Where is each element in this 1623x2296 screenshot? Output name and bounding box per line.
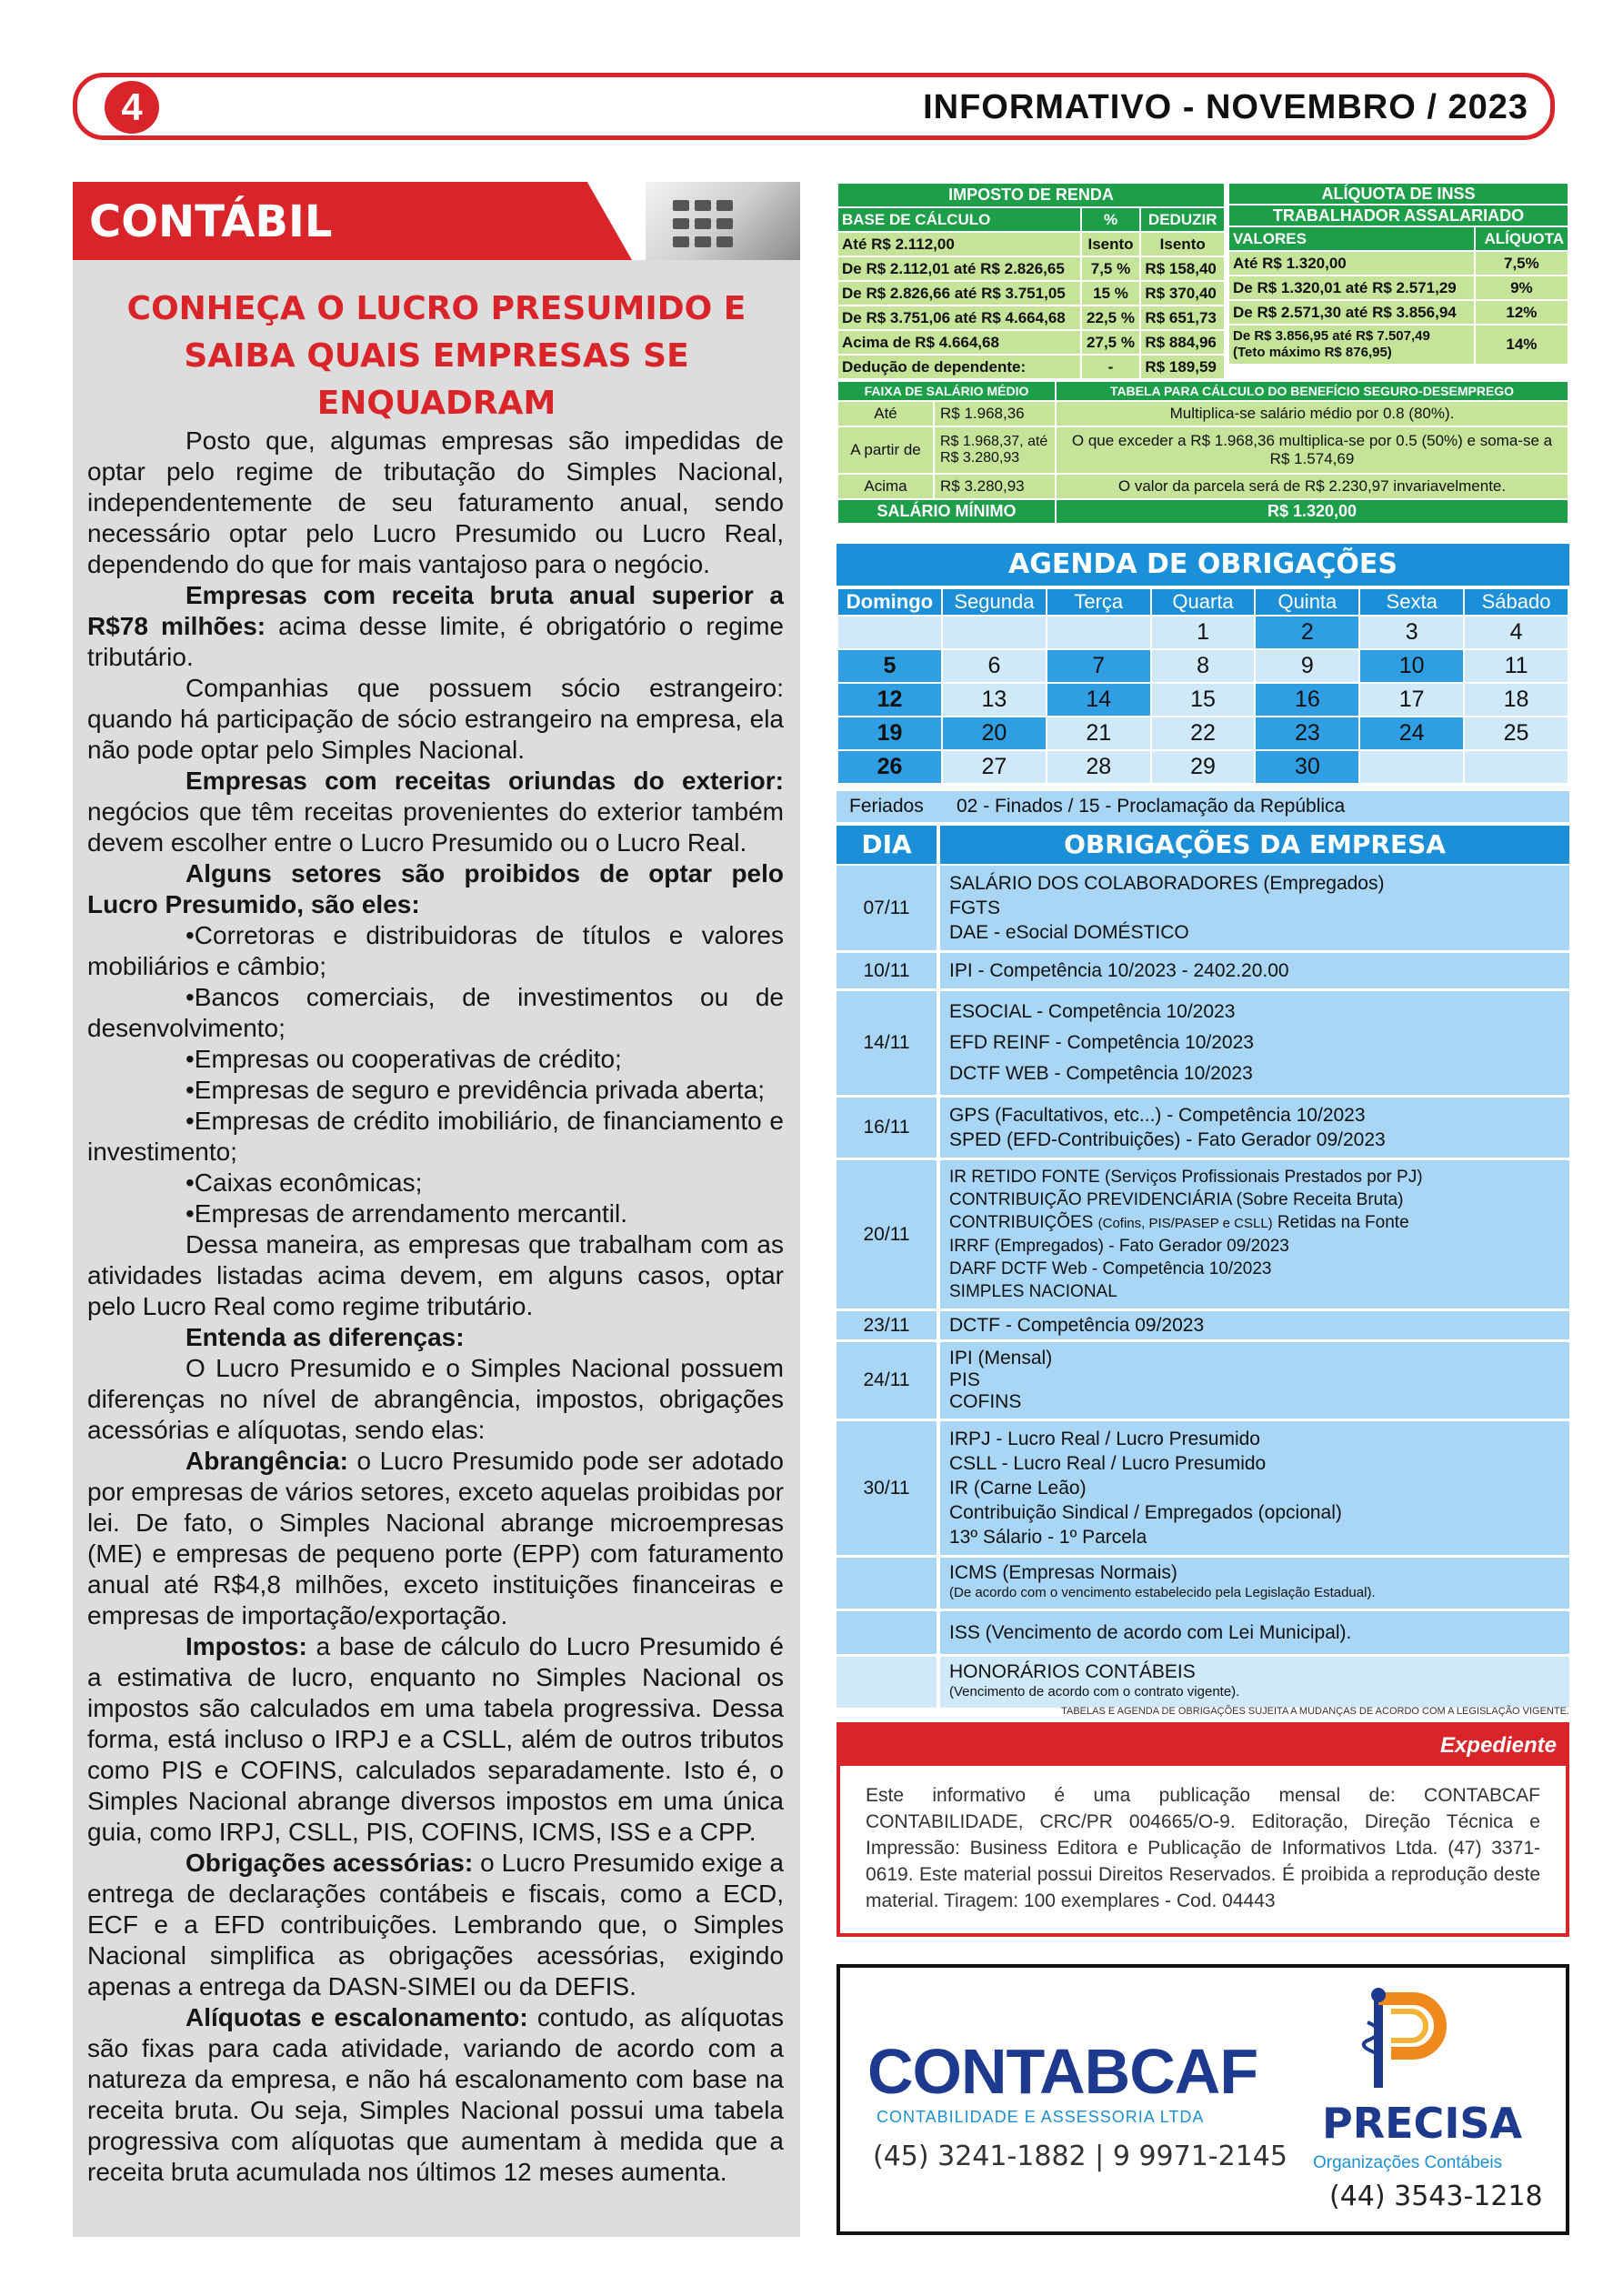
obligation-row: 14/11 ESOCIAL - Competência 10/2023 EFD REINF - Competência 10/2023 DCTF WEB - Competência 10/2023 [837,991,1569,1098]
obligation-day: 23/11 [837,1311,937,1339]
holidays-row [837,791,1569,822]
calendar-day: 26 [837,750,942,784]
precisa-logo-icon [1358,1986,1458,2095]
contabcaf-subtitle: CONTABILIDADE E ASSESSORIA LTDA [877,2108,1205,2126]
calendar-day: 19 [837,717,942,750]
list-item: •Empresas de arrendamento mercantil. [185,1199,628,1228]
table-row: A partir de R$ 1.968,37, até R$ 3.280,93 O que exceder a R$ 1.968,36 multiplica-se por 0.5 (50%) e soma-se a R$ 1.574,69 [837,426,1568,474]
paragraph: Impostos: a base de cálculo do Lucro Presumido é a estimativa de lucro, enquanto no Simples Nacional os impostos são calculados em uma tabela progressiva. Dessa forma, está incluso o IRPJ e a CSLL, além de outros tributos como PIS e COFINS, calculados separadamente. Isto é, o Simples Nacional abrange diversos impostos em uma única guia, como IRPJ, CSLL, PIS, COFINS, ICMS, ISS e a CPP. [87,1632,784,1846]
calendar-day: 27 [942,750,1047,784]
calendar-week [837,717,1568,750]
unemployment-table [837,380,1569,525]
newsletter-title: INFORMATIVO - NOVEMBRO / 2023 [923,88,1528,126]
obligation-row: ICMS (Empresas Normais) (De acordo com o vencimento estabelecido pela Legislação Estadual). [837,1558,1569,1611]
obligation-day: 14/11 [837,991,937,1095]
section-band [73,182,800,260]
precisa-logo: PRECISA [1322,2099,1523,2148]
calendar-day: 5 [837,649,942,683]
calculator-image [646,182,800,260]
calendar-day [1464,750,1568,784]
calendar-day: 9 [1255,649,1359,683]
obligation-row: HONORÁRIOS CONTÁBEIS (Vencimento de acordo com o contrato vigente). [837,1657,1569,1710]
calendar-day [837,616,942,649]
paragraph: Companhias que possuem sócio estrangeiro: quando há participação de sócio estrangeiro na empresa, ela não pode optar pelo Simples Nacional. [87,674,784,764]
holidays-label: Feriados [849,796,924,817]
calendar-day: 23 [1255,717,1359,750]
table-row: De R$ 2.826,66 até R$ 3.751,05 15 % R$ 370,40 [837,281,1225,306]
table-row: De R$ 3.751,06 até R$ 4.664,68 22,5 % R$ 651,73 [837,306,1225,330]
list-item: •Empresas de crédito imobiliário, de financiamento e investimento; [87,1107,784,1166]
table-row: De R$ 2.112,01 até R$ 2.826,65 7,5 % R$ 158,40 [837,256,1225,281]
calendar-day: 12 [837,683,942,717]
obligation-row: 10/11 IPI - Competência 10/2023 - 2402.20.00 [837,953,1569,991]
calendar-day: 18 [1464,683,1568,717]
paragraph: Obrigações acessórias: o Lucro Presumido exige a entrega de declarações contábeis e fiscais, como a ECD, ECF e a EFD contribuições. Lembrando que, o Simples Nacional simplifica as obrigações acessórias, exigindo apenas a entrega da DASN-SIMEI ou da DEFIS. [87,1849,784,2000]
calendar-day: 7 [1047,649,1151,683]
expediente-text: Este informativo é uma publicação mensal de: CONTABCAF CONTABILIDADE, CRC/PR 004665/O-9. Editoração, Direção Técnica e Impressão: Business Editora e Publicação de Informativos Ltda. (47) 3371-0619. Este material possui Direitos Reservados. É proibida a reprodução deste material. Tiragem: 100 exemplares - Cod. 04443 [866,1785,1540,1911]
calendar-day: 30 [1255,750,1359,784]
weekday-header: Segunda [942,588,1047,616]
calendar-day: 3 [1359,616,1464,649]
calendar-day [1359,750,1464,784]
table-title: ALÍQUOTA DE INSS [1228,183,1568,205]
obligation-row: 16/11 GPS (Facultativos, etc...) - Competência 10/2023 SPED (EFD-Contribuições) - Fato Gerador 09/2023 [837,1098,1569,1160]
expediente-bar [840,1726,1566,1766]
obligations-list [837,866,1569,1710]
expediente-box [837,1722,1569,1937]
obligations-column-header: OBRIGAÇÕES DA EMPRESA [940,826,1569,864]
calendar-day: 13 [942,683,1047,717]
column-header: FAIXA DE SALÁRIO MÉDIO [837,381,1056,401]
list-item: •Empresas ou cooperativas de crédito; [185,1045,622,1073]
min-wage-value: R$ 1.320,00 [1056,499,1568,524]
article-column [73,182,800,2237]
contabcaf-phone: (45) 3241-1882 | 9 9971-2145 [873,2141,1287,2172]
calendar-day: 29 [1151,750,1256,784]
list-item: •Corretoras e distribuidoras de títulos e valores mobiliários e câmbio; [87,921,784,980]
sponsor-box [837,1964,1569,2235]
calendar-day: 10 [1359,649,1464,683]
legal-note: TABELAS E AGENDA DE OBRIGAÇÕES SUJEITA A MUDANÇAS DE ACORDO COM A LEGISLAÇÃO VIGENTE. [1061,1706,1569,1717]
calendar-day: 25 [1464,717,1568,750]
paragraph: Dessa maneira, as empresas que trabalham com as atividades listadas acima devem, em alguns casos, optar pelo Lucro Real como regime tributário. [87,1230,784,1320]
obligation-row: 24/11 IPI (Mensal) PIS COFINS [837,1342,1569,1421]
table-row: Acima de R$ 4.664,68 27,5 % R$ 884,96 [837,330,1225,355]
agenda-title: AGENDA DE OBRIGAÇÕES [837,544,1569,586]
obligations-header [837,826,1569,864]
column-header: % [1081,207,1141,232]
calendar-day: 20 [942,717,1047,750]
calendar-week [837,616,1568,649]
min-wage-label: SALÁRIO MÍNIMO [837,499,1056,524]
table-row: Até R$ 1.968,36 Multiplica-se salário médio por 0.8 (80%). [837,401,1568,426]
calendar-day: 22 [1151,717,1256,750]
article-body [87,426,784,2188]
table-row: De R$ 3.856,95 até R$ 7.507,49 (Teto máximo R$ 876,95) 14% [1228,325,1568,365]
obligation-day: 30/11 [837,1421,937,1555]
weekday-header: Sábado [1464,588,1568,616]
calendar-day: 4 [1464,616,1568,649]
obligation-row: ISS (Vencimento de acordo com Lei Municipal). [837,1611,1569,1657]
article-title: CONHEÇA O LUCRO PRESUMIDO E SAIBA QUAIS EMPRESAS SE ENQUADRAM [126,290,746,422]
holidays-text: 02 - Finados / 15 - Proclamação da República [957,796,1346,817]
paragraph: Entenda as diferenças: [185,1323,465,1351]
calendar-week [837,683,1568,717]
calendar-day: 1 [1151,616,1256,649]
expediente-title: Expediente [1439,1733,1557,1758]
column-header: VALORES [1228,226,1475,251]
paragraph: O Lucro Presumido e o Simples Nacional possuem diferenças no nível de abrangência, impostos, obrigações acessórias e alíquotas, sendo elas: [87,1354,784,1444]
calendar-day: 24 [1359,717,1464,750]
obligation-day: 10/11 [837,953,937,988]
paragraph: Posto que, algumas empresas são impedidas de optar pelo regime de tributação do Simples Nacional, independentemente de seu faturamento anual, sendo necessário optar pelo Lucro Presumido ou Lucro Real, dependendo do que for mais vantajoso para o negócio. [87,426,784,578]
calendar-day: 11 [1464,649,1568,683]
calendar-week [837,750,1568,784]
inss-table [1227,182,1569,366]
calendar-day [942,616,1047,649]
calendar-day: 17 [1359,683,1464,717]
calendar-day: 6 [942,649,1047,683]
calendar-day [1047,616,1151,649]
paragraph: Alíquotas e escalonamento: contudo, as alíquotas são fixas para cada atividade, variando de acordo com a natureza da empresa, e não há escalonamento com base na receita bruta. Ou seja, Simples Nacional possui uma tabela progressiva com alíquotas que aumentam à medida que a receita bruta acumulada nos últimos 12 meses aumenta. [87,2003,784,2186]
weekday-header: Domingo [837,588,942,616]
paragraph: Alguns setores são proibidos de optar pelo Lucro Presumido, são eles: [87,859,784,918]
page-header [73,73,1555,140]
weekday-header: Quinta [1255,588,1359,616]
calendar-day: 16 [1255,683,1359,717]
table-row: Acima R$ 3.280,93 O valor da parcela será de R$ 2.230,97 invariavelmente. [837,474,1568,499]
obligation-row: 23/11 DCTF - Competência 09/2023 [837,1311,1569,1342]
column-header: ALÍQUOTA [1475,226,1568,251]
table-row: Até R$ 1.320,00 7,5% [1228,251,1568,276]
list-item: •Bancos comerciais, de investimentos ou de desenvolvimento; [87,983,784,1042]
weekday-header: Sexta [1359,588,1464,616]
weekday-header: Quarta [1151,588,1256,616]
page-number: 4 [105,81,159,134]
calendar-day: 21 [1047,717,1151,750]
calendar-week [837,649,1568,683]
weekday-header: Terça [1047,588,1151,616]
obligation-day: 24/11 [837,1342,937,1419]
precisa-phone: (44) 3543-1218 [1329,2181,1543,2212]
obligation-row: 07/11 SALÁRIO DOS COLABORADORES (Empregados) FGTS DAE - eSocial DOMÉSTICO [837,866,1569,953]
column-header: BASE DE CÁLCULO [837,207,1081,232]
table-subtitle: TRABALHADOR ASSALARIADO [1228,205,1568,226]
column-header: DEDUZIR [1140,207,1225,232]
section-label: CONTÁBIL [89,196,333,247]
list-item: •Empresas de seguro e previdência privada aberta; [185,1076,766,1104]
table-row: De R$ 1.320,01 até R$ 2.571,29 9% [1228,276,1568,300]
calendar-day: 14 [1047,683,1151,717]
paragraph: Abrangência: o Lucro Presumido pode ser adotado por empresas de vários setores, exceto aquelas proibidas por lei. De fato, o Simples Nacional abrange microempresas (ME) e empresas de pequeno porte (EPP) com faturamento anual até R$4,8 milhões, exceto instituições financeiras e empresas de importação/exportação. [87,1447,784,1629]
table-title: IMPOSTO DE RENDA [837,183,1225,207]
table-row: De R$ 2.571,30 até R$ 3.856,94 12% [1228,300,1568,325]
calendar-day: 8 [1151,649,1256,683]
calendar [837,587,1569,785]
calendar-day: 15 [1151,683,1256,717]
obligation-day: 20/11 [837,1160,937,1308]
obligation-day: 07/11 [837,866,937,950]
list-item: •Caixas econômicas; [185,1168,423,1197]
day-column-header: DIA [837,826,937,864]
paragraph: Empresas com receita bruta anual superior a R$78 milhões: acima desse limite, é obrigatório o regime tributário. [87,581,784,671]
contabcaf-logo: CONTABCAF [867,2036,1258,2107]
paragraph: Empresas com receitas oriundas do exterior: negócios que têm receitas provenientes do exterior também devem escolher entre o Lucro Presumido ou o Lucro Real. [87,767,784,857]
table-row: Até R$ 2.112,00 Isento Isento [837,232,1225,256]
income-tax-table [837,182,1226,380]
calendar-day: 28 [1047,750,1151,784]
obligation-row: 30/11 IRPJ - Lucro Real / Lucro Presumido CSLL - Lucro Real / Lucro Presumido IR (Carne Leão) Contribuição Sindical / Empregados (opcional) 13º Sálario - 1º Parcela [837,1421,1569,1558]
column-header: TABELA PARA CÁLCULO DO BENEFÍCIO SEGURO-DESEMPREGO [1056,381,1568,401]
table-row: Dedução de dependente: - R$ 189,59 [837,355,1225,379]
obligation-day: 16/11 [837,1098,937,1158]
calendar-day: 2 [1255,616,1359,649]
obligation-row: 20/11 IR RETIDO FONTE (Serviços Profissionais Prestados por PJ) CONTRIBUIÇÃO PREVIDENCIÁRIA (Sobre Receita Bruta) CONTRIBUIÇÕES (Cofins, PIS/PASEP e CSLL) Retidas na Fonte IRRF (Empregados) - Fato Gerador 09/2023 DARF DCTF Web - Competência 10/2023 SIMPLES NACIONAL [837,1160,1569,1311]
precisa-subtitle: Organizações Contábeis [1313,2153,1503,2172]
